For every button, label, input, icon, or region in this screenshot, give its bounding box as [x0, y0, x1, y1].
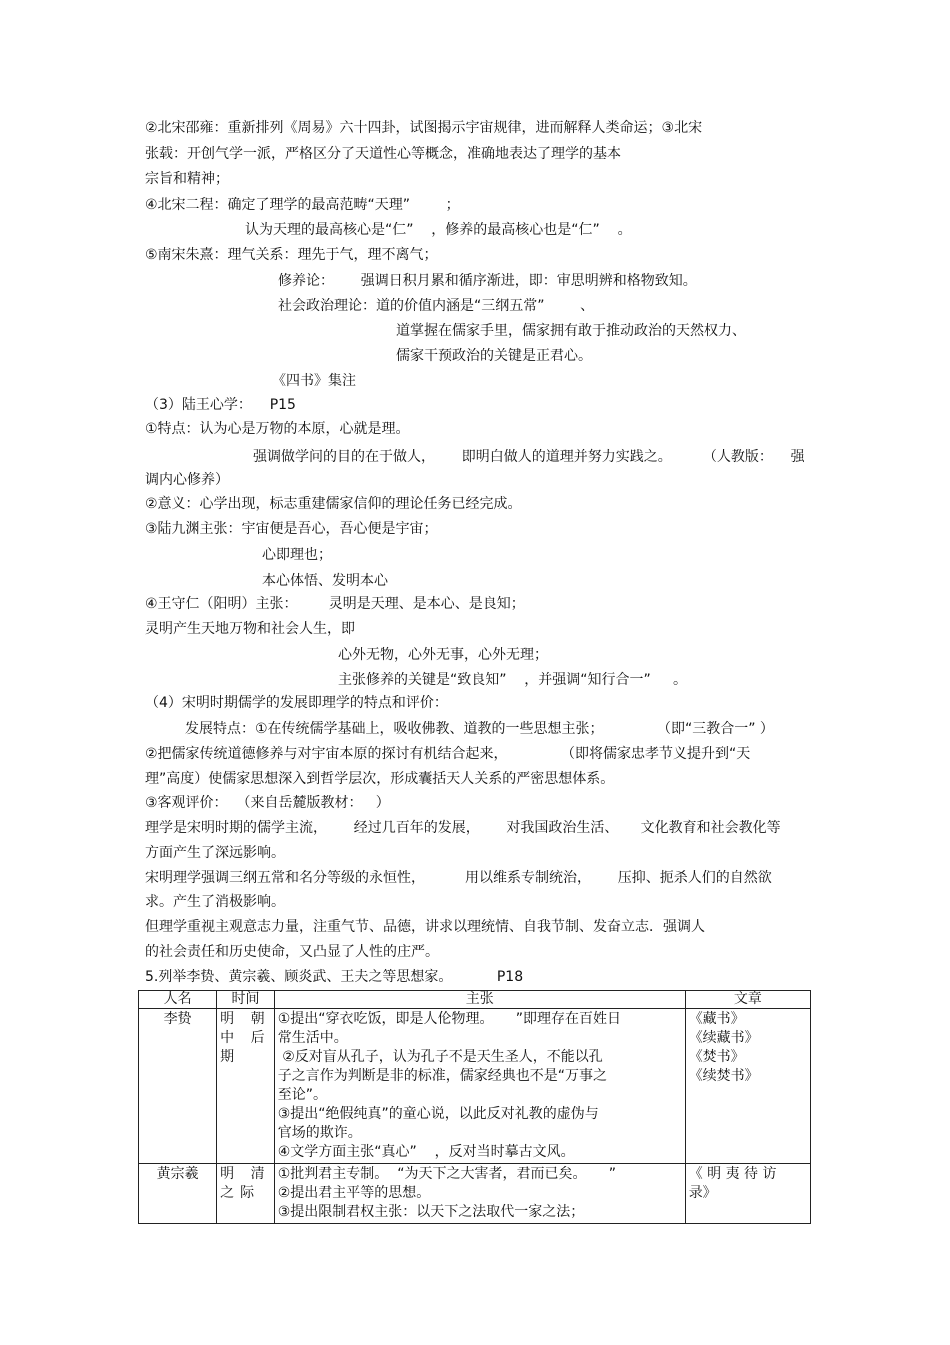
column-header-claims: 主张 — [274, 991, 685, 1009]
text-line: ③陆九渊主张：宇宙便是吾心，吾心便是宇宙； — [145, 521, 438, 537]
claim-line: ③提出限制君权主张：以天下之法取代一家之法； — [277, 1204, 585, 1220]
text-line: 求。产生了消极影响。 — [145, 894, 285, 910]
text-line: 张载：开创气学一派，严格区分了天道性心等概念，准确地表达了理学的基本 — [145, 146, 621, 162]
table-row — [139, 1009, 811, 1164]
text-line: ①特点：认为心是万物的本原，心就是理。 — [145, 421, 410, 437]
section-heading: （4）宋明时期儒学的发展即理学的特点和评价： — [145, 695, 448, 711]
text-line: 宋明理学强调三纲五常和名分等级的永恒性， 用以维系专制统治， 压抑、扼杀人们的自然欲 — [145, 870, 772, 886]
claim-line: ②反对盲从孔子，认为孔子不是天生圣人，不能以孔 — [277, 1049, 603, 1065]
claim-line: 子之言作为判断是非的标准，儒家经典也不是“万事之 — [277, 1068, 608, 1084]
thinker-time — [217, 1164, 275, 1224]
claim-line: ①提出“穿衣吃饭，即是人伦物理。 ”即理存在百姓日 — [277, 1011, 622, 1027]
column-header-time: 时间 — [217, 991, 275, 1009]
text-line: 灵明产生天地万物和社会人生，即 — [145, 621, 355, 637]
time-line: 中 后 — [220, 1030, 271, 1046]
work-title: 《续藏书》 — [688, 1030, 759, 1046]
claim-line: ③提出“绝假纯真”的童心说，以此反对礼教的虚伪与 — [277, 1106, 599, 1122]
text-line: 理学是宋明时期的儒学主流， 经过几百年的发展， 对我国政治生活、 文化教育和社会教化等 — [145, 820, 781, 836]
text-line: 理”高度）使儒家思想深入到哲学层次，形成囊括天人关系的严密思想体系。 — [145, 771, 615, 787]
text-line: ④北宋二程：确定了理学的最高范畴“天理” ； — [145, 197, 460, 213]
claim-line: ④文学方面主张“真心” ，反对当时摹古文风。 — [277, 1144, 575, 1160]
table-row — [139, 1164, 811, 1224]
text-line: 儒家干预政治的关键是正君心。 — [396, 348, 592, 364]
text-line: 方面产生了深远影响。 — [145, 845, 285, 861]
section-heading: 5.列举李贽、黄宗羲、顾炎武、王夫之等思想家。 P18 — [145, 969, 524, 985]
claim-line: ①批判君主专制。 “为天下之大害者，君而已矣。 ” — [277, 1166, 616, 1182]
text-line: 但理学重视主观意志力量，注重气节、品德，讲求以理统情、自我节制、发奋立志．强调人 — [145, 919, 705, 935]
text-line: 主张修养的关键是“致良知” ，并强调“知行合一” 。 — [338, 672, 688, 688]
time-line: 明 清 — [220, 1166, 271, 1182]
claim-line: 常生活中。 — [277, 1030, 348, 1046]
text-line: 《四书》集注 — [272, 373, 356, 389]
work-title: 《焚书》 — [688, 1049, 745, 1065]
table-header-row — [139, 991, 811, 1009]
column-header-name: 人名 — [139, 991, 217, 1009]
text-line: 本心体悟、发明本心 — [262, 573, 388, 589]
text-line: ③客观评价： （来自岳麓版教材： ） — [145, 795, 390, 811]
text-line: 强调做学问的目的在于做人， 即明白做人的道理并努力实践之。 （人教版： 强 — [253, 449, 805, 465]
text-line: ④王守仁（阳明）主张： 灵明是天理、是本心、是良知； — [145, 596, 525, 612]
text-line: 心即理也； — [262, 547, 332, 563]
text-line: 发展特点：①在传统儒学基础上，吸收佛教、道教的一些思想主张； （即“三教合一” ） — [185, 721, 774, 737]
thinker-works — [685, 1164, 810, 1224]
thinker-claims — [274, 1164, 685, 1224]
thinker-works — [685, 1009, 810, 1164]
work-title: 《 明 夷 待 访 — [688, 1166, 777, 1182]
claim-line: 至论”。 — [277, 1087, 328, 1103]
text-line: 认为天理的最高核心是“仁” ，修养的最高核心也是“仁” 。 — [245, 222, 632, 238]
text-line: 心外无物，心外无事，心外无理； — [338, 647, 548, 663]
work-title: 录》 — [688, 1185, 717, 1201]
text-line: ②北宋邵雍：重新排列《周易》六十四卦，试图揭示宇宙规律，进而解释人类命运；③北宋 — [145, 120, 703, 136]
time-line: 明 朝 — [220, 1011, 271, 1027]
text-line: 社会政治理论：道的价值内涵是“三纲五常” 、 — [278, 298, 595, 314]
time-line: 之际 — [220, 1185, 261, 1201]
work-title: 《藏书》 — [688, 1011, 745, 1027]
text-line: ⑤南宋朱熹：理气关系：理先于气，理不离气； — [145, 247, 438, 263]
text-line: ②意义：心学出现，标志重建儒家信仰的理论任务已经完成。 — [145, 496, 522, 512]
thinkers-table — [138, 990, 811, 1224]
thinker-time — [217, 1009, 275, 1164]
time-line: 期 — [220, 1049, 241, 1065]
text-line: 宗旨和精神； — [145, 171, 229, 187]
claim-line: ②提出君主平等的思想。 — [277, 1185, 431, 1201]
text-line: 修养论： 强调日积月累和循序渐进，即：审思明辨和格物致知。 — [278, 273, 697, 289]
text-line: 调内心修养） — [145, 472, 229, 488]
text-line: 道掌握在儒家手里，儒家拥有敢于推动政治的天然权力、 — [396, 323, 746, 339]
thinker-claims — [274, 1009, 685, 1164]
thinker-name: 李贽 — [139, 1009, 217, 1164]
text-line: 的社会责任和历史使命，又凸显了人性的庄严。 — [145, 944, 439, 960]
section-heading: （3）陆王心学： P15 — [145, 397, 296, 413]
work-title: 《续焚书》 — [688, 1068, 759, 1084]
claim-line: 官场的欺诈。 — [277, 1125, 362, 1141]
text-line: ②把儒家传统道德修养与对宇宙本原的探讨有机结合起来， （即将儒家忠孝节义提升到“天 — [145, 746, 751, 762]
thinker-name: 黄宗羲 — [139, 1164, 217, 1224]
column-header-works: 文章 — [685, 991, 810, 1009]
